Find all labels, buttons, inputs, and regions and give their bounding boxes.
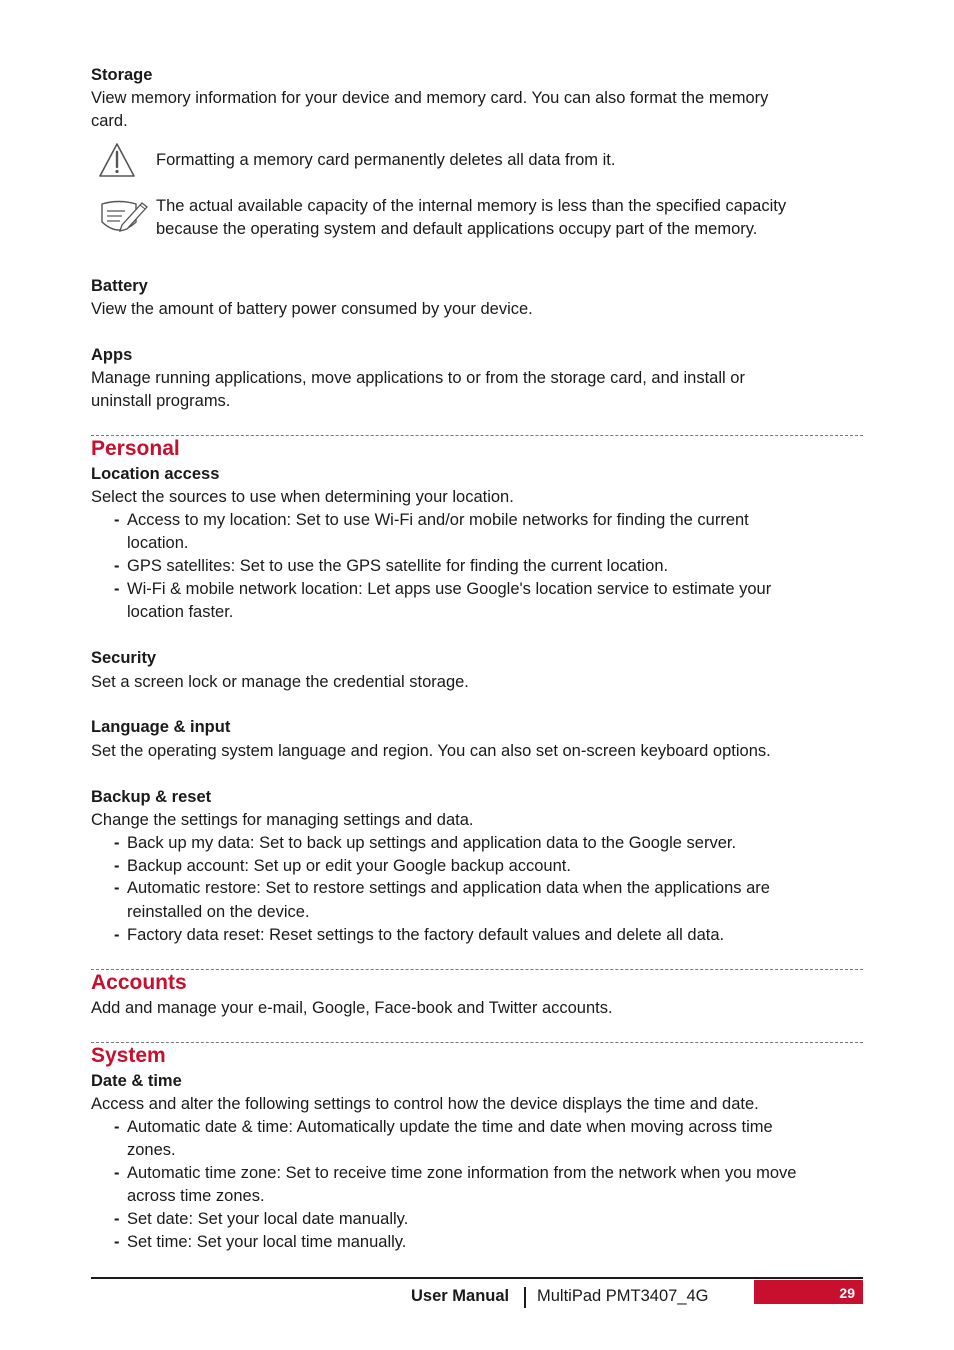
bullet-marker: - [114, 1210, 120, 1228]
security-text: Set a screen lock or manage the credential storage. [91, 673, 469, 691]
location-bullet-1-line-1: Access to my location: Set to use Wi-Fi and/or mobile networks for finding the current [127, 511, 749, 529]
storage-text-line-1: View memory information for your device and memory card. You can also format the memory [91, 89, 769, 107]
accounts-text: Add and manage your e-mail, Google, Face-book and Twitter accounts. [91, 999, 613, 1017]
backup-bullet-3-line-2: reinstalled on the device. [127, 903, 310, 921]
storage-heading: Storage [91, 66, 153, 84]
location-bullet-1-line-2: location. [127, 534, 189, 552]
accounts-section-title: Accounts [91, 971, 187, 994]
backup-text: Change the settings for managing settings and data. [91, 811, 474, 829]
storage-note-line-2: because the operating system and default applications occupy part of the memory. [156, 220, 758, 238]
note-pencil-icon [98, 194, 150, 238]
bullet-marker: - [114, 857, 120, 875]
storage-text-line-2: card. [91, 112, 128, 130]
apps-heading: Apps [91, 346, 133, 364]
bullet-marker: - [114, 511, 120, 529]
datetime-heading: Date & time [91, 1072, 182, 1090]
footer-manual-label: User Manual [411, 1287, 510, 1305]
bullet-marker: - [114, 1118, 120, 1136]
datetime-bullet-4: Set time: Set your local time manually. [127, 1233, 407, 1251]
backup-bullet-1: Back up my data: Set to back up settings and application data to the Google server. [127, 834, 737, 852]
location-bullet-3-line-2: location faster. [127, 603, 234, 621]
bullet-marker: - [114, 834, 120, 852]
language-heading: Language & input [91, 718, 231, 736]
bullet-marker: - [114, 926, 120, 944]
section-divider [91, 969, 863, 970]
bullet-marker: - [114, 1164, 120, 1182]
footer-rule [91, 1277, 863, 1279]
apps-text-line-2: uninstall programs. [91, 392, 231, 410]
battery-text: View the amount of battery power consumed by your device. [91, 300, 533, 318]
backup-bullet-4: Factory data reset: Reset settings to the factory default values and delete all data. [127, 926, 725, 944]
backup-bullet-3-line-1: Automatic restore: Set to restore settings and application data when the applications are [127, 879, 770, 897]
bullet-marker: - [114, 879, 120, 897]
battery-heading: Battery [91, 277, 148, 295]
backup-heading: Backup & reset [91, 788, 212, 806]
location-heading: Location access [91, 465, 220, 483]
datetime-bullet-1-line-1: Automatic date & time: Automatically update the time and date when moving across time [127, 1118, 773, 1136]
security-heading: Security [91, 649, 157, 667]
datetime-text: Access and alter the following settings to control how the device displays the time and date. [91, 1095, 759, 1113]
location-bullet-3-line-1: Wi-Fi & mobile network location: Let apps use Google's location service to estimate your [127, 580, 772, 598]
apps-text-line-1: Manage running applications, move applications to or from the storage card, and install or [91, 369, 745, 387]
bullet-marker: - [114, 580, 120, 598]
location-text: Select the sources to use when determining your location. [91, 488, 514, 506]
footer-model: MultiPad PMT3407_4G [537, 1287, 709, 1305]
bullet-marker: - [114, 557, 120, 575]
bullet-marker: - [114, 1233, 120, 1251]
warning-icon [98, 142, 136, 178]
section-divider [91, 435, 863, 436]
language-text: Set the operating system language and region. You can also set on-screen keyboard options. [91, 742, 771, 760]
location-bullet-2: GPS satellites: Set to use the GPS satellite for finding the current location. [127, 557, 669, 575]
datetime-bullet-3: Set date: Set your local date manually. [127, 1210, 409, 1228]
section-divider [91, 1042, 863, 1043]
datetime-bullet-2-line-2: across time zones. [127, 1187, 265, 1205]
backup-bullet-2: Backup account: Set up or edit your Google backup account. [127, 857, 571, 875]
personal-section-title: Personal [91, 437, 180, 460]
storage-warning: Formatting a memory card permanently deletes all data from it. [156, 151, 616, 169]
datetime-bullet-1-line-2: zones. [127, 1141, 176, 1159]
page-number: 29 [839, 1285, 855, 1301]
system-section-title: System [91, 1044, 166, 1067]
datetime-bullet-2-line-1: Automatic time zone: Set to receive time zone information from the network when you move [127, 1164, 797, 1182]
storage-note-line-1: The actual available capacity of the internal memory is less than the specified capacity [156, 197, 787, 215]
footer-page-badge [754, 1280, 863, 1304]
footer-separator [524, 1287, 526, 1308]
